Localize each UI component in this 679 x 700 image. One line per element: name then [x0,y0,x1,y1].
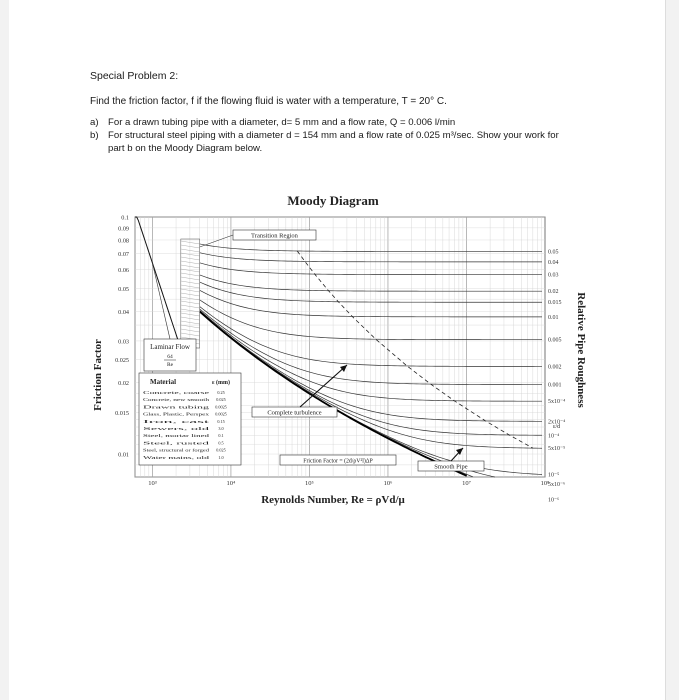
material-table-cell: 0.25 [217,390,225,395]
material-table-header: Material [149,378,177,386]
moody-diagram [85,185,595,510]
x-tick-label: 10⁷ [462,480,471,487]
y-tick-label: 0.01 [118,451,129,459]
material-table-cell: Concrete, coarse [143,391,169,395]
problem-heading: Special Problem 2: [90,70,179,82]
friction-factor-formula: Friction Factor = (2d/ρV²l)ΔP [303,458,373,465]
roughness-label: 0.015 [548,300,562,307]
material-table-cell: 0.5 [218,440,224,446]
roughness-label: 5x10⁻⁶ [548,482,566,489]
material-table-cell: Steel, mortar lined [143,434,172,439]
y-tick-label: 0.05 [118,285,129,293]
y-tick-label: 0.09 [118,225,129,233]
material-table-cell: Sewers, old [143,427,161,431]
roughness-label: 2x10⁻⁴ [548,419,566,426]
roughness-label: 10⁻⁴ [548,433,560,440]
roughness-label: 0.002 [548,364,562,371]
material-table-cell: Water mains, old [143,455,169,460]
material-table-cell: 0.1 [218,433,224,439]
x-tick-label: 10⁵ [305,480,314,487]
problem-intro: Find the friction factor, f if the flowing fluid is water with a temperature, T = 20° C. [90,96,447,107]
roughness-label: 0.05 [548,249,559,256]
roughness-label: 0.04 [548,259,559,266]
material-table-cell: 0.025 [216,397,226,403]
laminar-flow-label: Laminar Flow [150,343,190,351]
smooth-pipe-label: Smooth Pipe [434,463,468,471]
material-table-cell: 1.0 [218,454,224,460]
x-tick-label: 10³ [148,480,157,487]
y-axis-label-right: Relative Pipe Roughness [575,292,587,408]
material-table-cell: Iron, cast [143,419,158,424]
y-tick-label: 0.04 [118,308,129,316]
problem-item-a [90,116,578,129]
material-table-cell: Glass, Plastic, Perspex [143,412,178,417]
roughness-label: 5x10⁻⁴ [548,399,566,406]
material-table-cell: Concrete, new smooth [143,398,178,403]
material-table-cell: 0.025 [216,447,226,453]
material-table-cell: 0.15 [217,418,225,424]
material-table-cell: Steel, rusted [143,441,162,446]
moody-diagram-svg [85,185,595,510]
y-tick-label: 0.03 [118,338,129,346]
y-tick-label: 0.025 [115,357,129,365]
y-tick-label: 0.1 [121,214,129,222]
x-tick-label: 10⁸ [540,480,550,487]
y-tick-label: 0.08 [118,237,129,245]
item-text: For a drawn tubing pipe with a diameter, d= 5 mm and a flow rate, Q = 0.006 l/min [108,117,456,128]
item-marker: a) [90,117,99,128]
y-axis-label: Friction Factor [92,339,104,411]
material-table-cell: Steel, structural or forged [143,448,182,453]
roughness-label: 0.01 [548,314,559,321]
material-table-cell: 3.0 [218,426,224,431]
material-table-cell: 0.0025 [215,411,227,417]
y-tick-label: 0.07 [118,251,129,259]
material-table-header: ε (mm) [211,380,231,386]
roughness-label: 5x10⁻⁵ [548,446,566,453]
transition-region-label: Transition Region [251,232,298,240]
roughness-label: 0.001 [548,382,562,389]
material-table-cell: Drawn tubing [143,405,210,410]
laminar-numerator: 64 [167,354,173,360]
roughness-label: 0.005 [548,337,562,344]
x-tick-label: 10⁶ [383,480,393,487]
roughness-label: 10⁻⁶ [548,497,560,504]
problem-items [90,116,578,155]
y-axis-label-right-symbol: ε/d [553,424,561,430]
material-table-cell: 0.0025 [215,404,227,410]
x-tick-label: 10⁴ [226,480,236,487]
y-tick-label: 0.06 [118,267,129,275]
problem-item-b [90,129,578,155]
item-marker: b) [90,130,99,141]
laminar-denominator: Re [166,362,174,368]
chart-title: Moody Diagram [287,193,379,208]
roughness-label: 10⁻⁵ [548,472,560,479]
roughness-label: 0.03 [548,272,559,279]
complete-turbulence-label: Complete turbulence [267,409,322,417]
item-text: For structural steel piping with a diameter d = 154 mm and a flow rate of 0.025 m³/sec. Show your work for part b on the Moody Diagram below. [108,130,559,154]
x-axis-label: Reynolds Number, Re = ρVd/μ [261,494,405,506]
y-tick-label: 0.015 [115,409,129,417]
roughness-label: 0.02 [548,289,559,296]
y-tick-label: 0.02 [118,380,129,388]
